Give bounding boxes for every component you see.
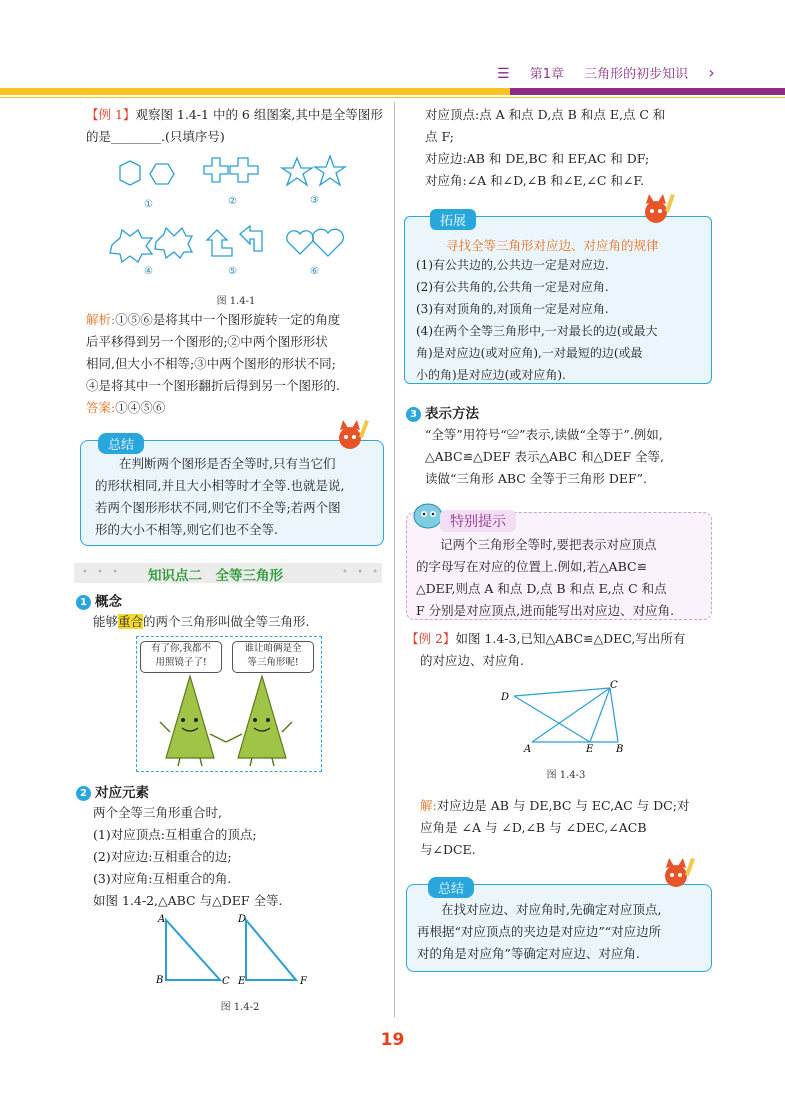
summary-line: 对的角是对应角”等确定对应边、对应角. [417,946,640,961]
cross-shape [204,158,228,182]
elements-heading [76,781,149,801]
concept-text-pre: 能够 [93,614,119,629]
figure-label-1: ① [144,199,153,210]
notation-line: “全等”用符号“≌”表示,读做“全等于”.例如, [425,427,663,442]
elements-text [93,802,388,912]
elements-line: (1)对应顶点:互相重合的顶点; [93,827,257,842]
bubble-line: 谁让咱俩是全 [244,643,302,654]
concept-title: 概念 [95,594,122,610]
triangle-character-left [160,676,226,766]
correspondence-line: 对应顶点:点 A 和点 D,点 B 和点 E,点 C 和 [425,107,666,122]
solution-line: 后平移得到另一个图形的;②中两个图形形状 [86,334,328,349]
triangle-def [246,920,296,980]
heart-shape [313,229,344,256]
triangle-characters [150,670,300,768]
burst-shape [110,230,152,262]
extension-line: 角)是对应边(或对应角),一对最短的边(或最 [416,346,643,360]
heart-shape [287,231,313,254]
chapter-breadcrumb [497,63,715,82]
extension-tag: 拓展 [430,209,476,230]
solution-line: ④是将其中一个图形翻折后得到另一个图形的. [86,378,340,393]
figure-label-2: ② [228,196,237,207]
example-1-line2: 的是________.(只填序号) [86,129,225,144]
elements-line: 两个全等三角形重合时, [93,805,222,820]
header-rule [0,97,785,98]
special-line: △DEF,则点 A 和点 D,点 B 和点 E,点 C 和点 [416,581,667,596]
bubble-line: 有了你,我都不 [150,643,212,654]
fox-mascot-icon [330,418,372,454]
figure-label-5: ⑤ [228,266,237,277]
example-2-line2: 的对应边、对应角. [420,653,524,668]
solution-line: 与∠DCE. [420,842,476,857]
chapter-title: 三角形的初步知识 [584,67,689,82]
bubble-line: 用照镜子了! [155,657,207,668]
extension-line: 小的角)是对应边(或对应角). [416,368,566,382]
arrow-shape [207,230,232,256]
point-label: A [524,744,532,755]
concept-definition [93,611,310,633]
elements-line: (3)对应角:互相重合的角. [93,871,232,886]
point-label: B [616,744,624,755]
example-2-solution [420,795,716,861]
arrow-shape [240,226,262,251]
correspondence-line: 对应边:AB 和 DE,BC 和 EF,AC 和 DF; [425,151,650,166]
star-shape [315,156,345,185]
example-1-tag: 【例 1】 [86,107,136,122]
summary-line: 的形状相同,并且大小相等时才全等.也就是说, [95,478,345,493]
fox-mascot-icon [636,192,680,228]
elements-line: (2)对应边:互相重合的边; [93,849,232,864]
point-label: C [610,680,618,691]
example-1 [86,104,386,148]
solution-line: ①⑤⑥是将其中一个图形旋转一定的角度 [115,312,341,327]
point-label: B [156,975,164,986]
correspondence-list [425,104,717,192]
number-badge: 3 [406,407,421,422]
special-tip-text [416,534,708,622]
bar-dots-right: • • • [342,567,382,578]
header-bar-yellow [0,88,510,95]
column-divider [394,102,395,1017]
summary-tag-1: 总结 [98,433,144,454]
summary-line: 形的大小不相等,则它们也不全等. [95,522,278,537]
knowledge-point-title: 知识点二 全等三角形 [148,568,283,584]
point-label: D [238,914,247,925]
cross-shape [230,158,258,182]
summary-line: 在找对应边、对应角时,先确定对应顶点, [441,902,662,917]
notation-text [425,424,717,490]
point-label: E [238,976,246,987]
figure-1-4-2 [150,910,330,990]
notation-line: △ABC≌△DEF 表示△ABC 和△DEF 全等, [425,449,664,464]
concept-heading [76,590,122,610]
triangle-abc [166,920,220,980]
solution-line: 对应边是 AB 与 DE,BC 与 EC,AC 与 DC;对 [436,798,690,813]
correspondence-line: 点 F; [425,129,454,144]
figure-1-4-1 [100,150,370,300]
bubble-line: 等三角形呢! [247,657,299,668]
example-1-line1: 观察图 1.4-1 中的 6 组图案,其中是全等图形 [135,107,383,122]
special-tip-tag: 特别提示 [440,510,516,532]
figure-1-4-2-caption: 图 1.4-2 [220,1002,260,1013]
concept-highlight: 重合 [118,614,144,629]
extension-line: (2)有公共角的,公共角一定是对应角. [416,280,609,294]
summary-box-1 [80,440,384,546]
figure-1-4-3-caption: 图 1.4-3 [546,770,586,781]
summary-line: 在判断两个图形是否全等时,只有当它们 [119,456,336,471]
burst-shape [155,228,192,258]
fox-mascot-icon [656,856,700,892]
hexagon-shape [150,164,174,184]
number-badge: 2 [76,786,91,801]
chevron-right-icon: › [708,63,715,82]
notation-line: 读做“三角形 ABC 全等于三角形 DEF”. [425,471,648,486]
special-line: 的字母写在对应的位置上.例如,若△ABC≌ [416,559,648,574]
elements-line: 如图 1.4-2,△ABC 与△DEF 全等. [93,893,283,908]
hexagon-shape [120,161,140,185]
bar-dots-left: • • • [82,567,122,578]
figure-label-4: ④ [144,266,153,277]
answer-label: 答案: [86,400,116,415]
extension-text [416,254,704,386]
point-label: D [501,692,510,703]
number-badge: 1 [76,595,91,610]
example-2-tag: 【例 2】 [406,631,456,646]
special-line: 记两个三角形全等时,要把表示对应顶点 [440,537,657,552]
solution-line: 相同,但大小不相等;③中两个图形的形状不同; [86,356,336,371]
summary-line: 再根据“对应顶点的夹边是对应边”“对应边所 [417,924,662,939]
notation-title: 表示方法 [425,406,479,422]
list-icon: ☰ [497,66,510,82]
extension-title: 寻找全等三角形对应边、对应角的规律 [446,238,659,253]
figure-label-3: ③ [310,195,319,206]
point-label: E [586,744,594,755]
point-label: F [300,976,307,987]
example-1-solution [86,309,386,419]
speech-bubble-1 [140,641,222,673]
figure-1-4-3 [496,680,636,756]
figure-label-6: ⑥ [310,266,319,277]
example-2 [406,628,718,672]
page-number: 19 [380,1030,405,1050]
point-label: A [158,914,166,925]
star-shape [282,158,312,185]
summary-tag-2: 总结 [428,877,474,898]
extension-line: (4)在两个全等三角形中,一对最长的边(或最大 [416,324,658,338]
figure-1-4-1-caption: 图 1.4-1 [216,296,256,307]
correspondence-line: 对应角:∠A 和∠D,∠B 和∠E,∠C 和∠F. [425,173,645,188]
special-line: F 分别是对应顶点,进而能写出对应边、对应角. [416,603,675,618]
solution-label: 解: [420,798,437,813]
extension-line: (3)有对顶角的,对顶角一定是对应角. [416,302,609,316]
speech-bubble-2 [232,641,314,673]
summary-line: 若两个图形形状不同,则它们不全等;若两个图 [95,500,341,515]
solution-label: 解析: [86,312,116,327]
concept-text-post: 的两个三角形叫做全等三角形. [143,614,310,629]
example-2-line1: 如图 1.4-3,已知△ABC≌△DEC,写出所有 [455,631,686,646]
header-bar-purple [510,88,785,95]
notation-heading [406,402,479,422]
elements-title: 对应元素 [95,785,149,801]
point-label: C [222,976,230,987]
chapter-number: 第1章 [529,67,564,82]
answer-value: ①④⑤⑥ [115,400,166,415]
solution-line: 应角是 ∠A 与 ∠D,∠B 与 ∠DEC,∠ACB [420,820,647,835]
extension-line: (1)有公共边的,公共边一定是对应边. [416,258,609,272]
triangle-character-right [226,676,292,766]
